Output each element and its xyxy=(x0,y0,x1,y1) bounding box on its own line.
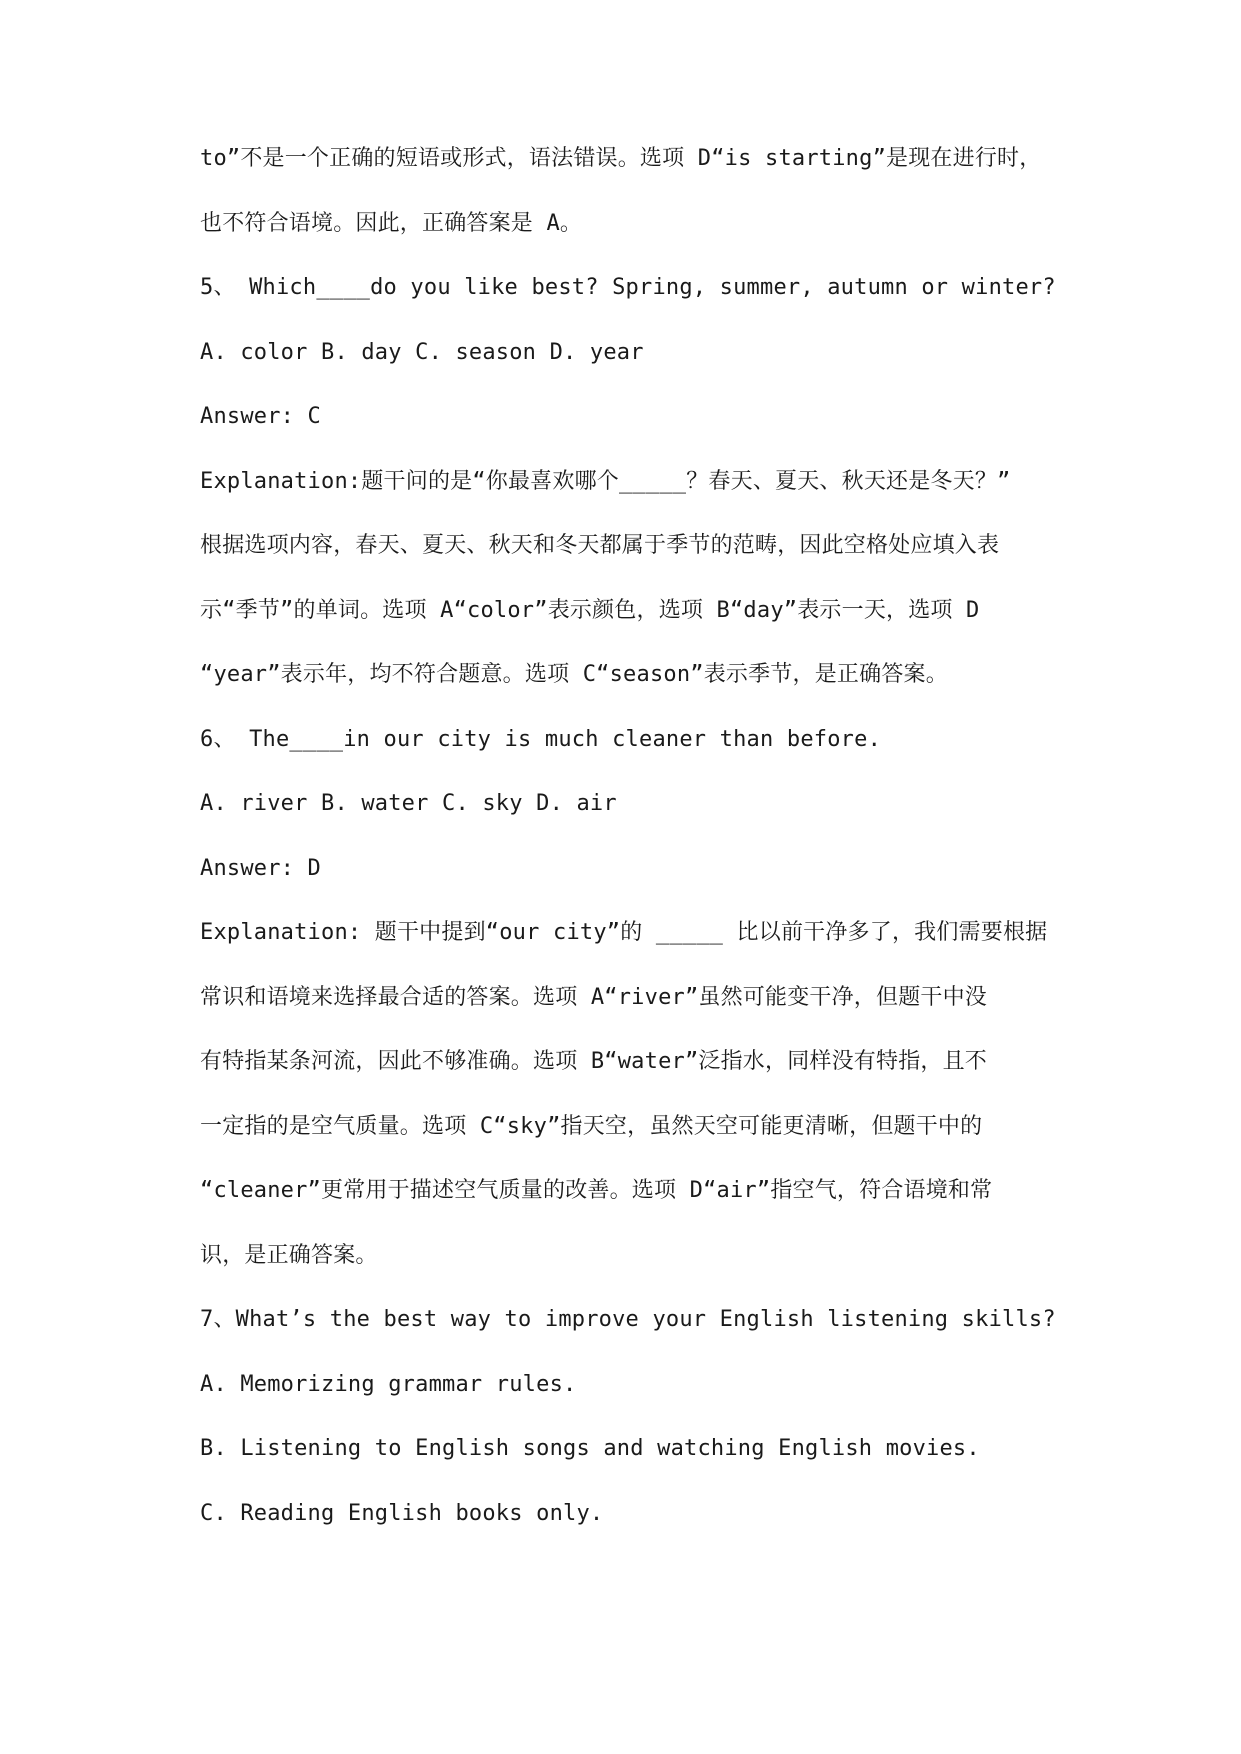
question-7-option-c: C. Reading English books only. xyxy=(200,1500,604,1526)
question-7-stem: 7、What’s the best way to improve your English listening skills? xyxy=(200,1307,1056,1332)
text-line: “cleaner”更常用于描述空气质量的改善。选项 D“air”指空气，符合语境和常 xyxy=(200,1178,993,1203)
text-line: 有特指某条河流，因此不够准确。选项 B“water”泛指水，同样没有特指，且不 xyxy=(200,1049,988,1074)
text-line: 常识和语境来选择最合适的答案。选项 A“river”虽然可能变干净，但题干中没 xyxy=(200,984,988,1010)
question-6-options: A. river B. water C. sky D. air xyxy=(200,791,617,816)
question-7-option-a: A. Memorizing grammar rules. xyxy=(200,1371,577,1397)
document-page xyxy=(200,141,1100,1560)
question-5-answer: Answer: C xyxy=(200,404,322,429)
question-7-option-b: B. Listening to English songs and watching English movies. xyxy=(200,1436,980,1461)
question-6-stem: 6、 The____in our city is much cleaner than before. xyxy=(200,726,882,752)
question-5-stem: 5、 Which____do you like best? Spring, summer, autumn or winter? xyxy=(200,275,1056,300)
text-line: 识，是正确答案。 xyxy=(200,1242,378,1268)
text-line: to”不是一个正确的短语或形式，语法错误。选项 D“is starting”是现在进行时， xyxy=(200,146,1042,171)
text-line: 一定指的是空气质量。选项 C“sky”指天空，虽然天空可能更清晰，但题干中的 xyxy=(200,1113,983,1139)
question-5-options: A. color B. day C. season D. year xyxy=(200,339,644,365)
text-line: 示“季节”的单词。选项 A“color”表示颜色，选项 B“day”表示一天，选项 D xyxy=(200,597,980,623)
question-6-answer: Answer: D xyxy=(200,855,322,881)
text-line: “year”表示年，均不符合题意。选项 C“season”表示季节，是正确答案。 xyxy=(200,662,948,687)
text-line: 根据选项内容，春天、夏天、秋天和冬天都属于季节的范畴，因此空格处应填入表 xyxy=(200,533,1000,558)
question-6-explanation: Explanation: 题干中提到“our city”的 _____ 比以前干净多了，我们需要根据 xyxy=(200,920,1048,945)
question-5-explanation: Explanation:题干问的是“你最喜欢哪个_____？春天、夏天、秋天还是冬天？” xyxy=(200,468,1011,494)
text-line: 也不符合语境。因此，正确答案是 A。 xyxy=(200,210,583,236)
